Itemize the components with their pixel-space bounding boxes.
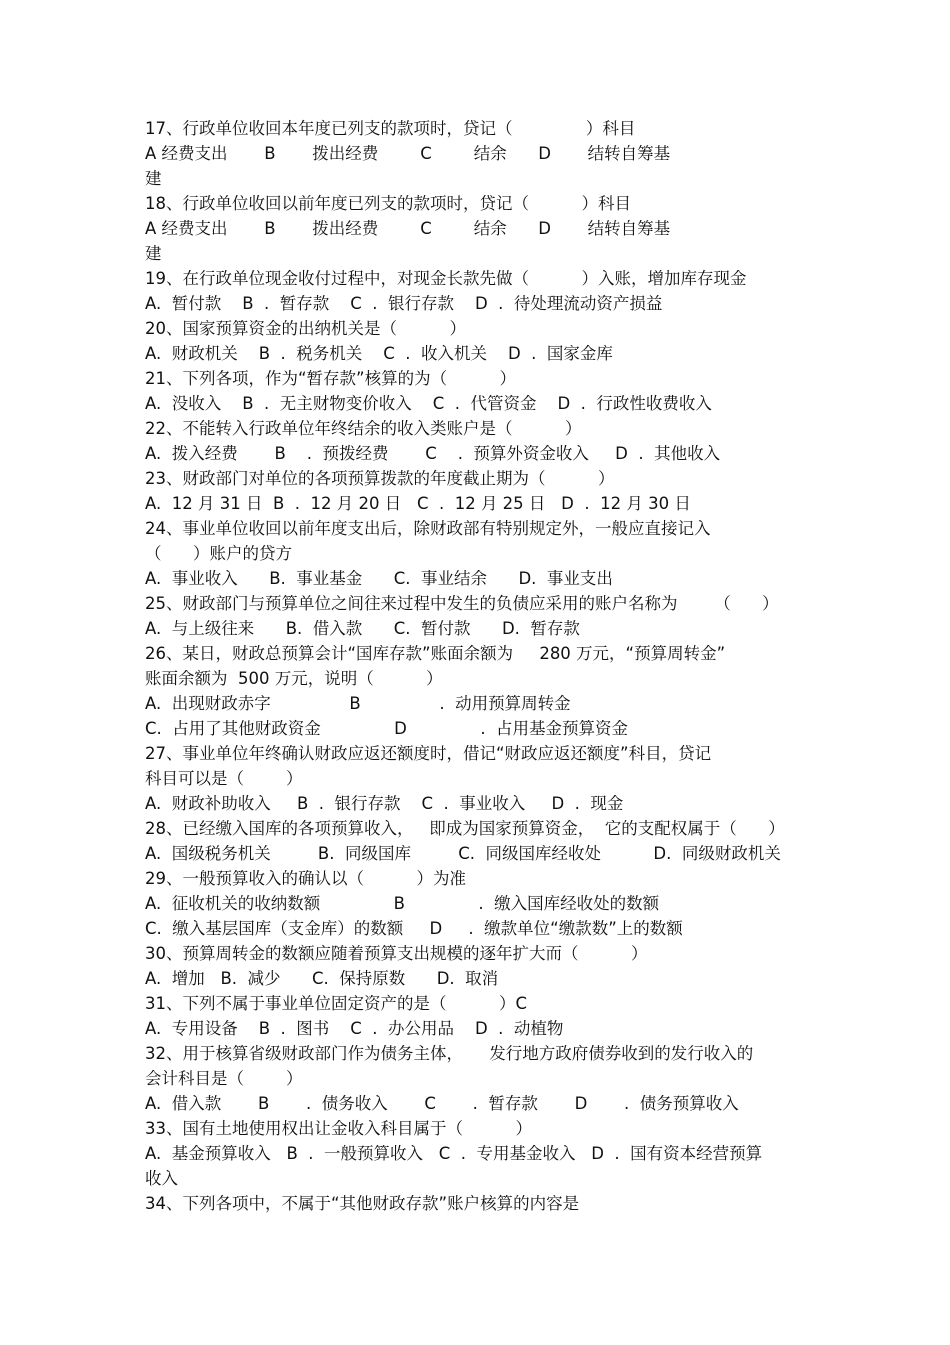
question-31-options: A. 专用设备 B . 图书 C . 办公用品 D . 动植物 bbox=[145, 1019, 564, 1038]
question-29-options-ab: A. 征收机关的收纳数额 B . 缴入国库经收处的数额 bbox=[145, 894, 660, 913]
question-18-stem: 18、行政单位收回以前年度已列支的款项时，贷记（ ）科目 bbox=[145, 194, 631, 213]
question-17-options: A 经费支出 B 拨出经费 C 结余 D 结转自筹基 bbox=[145, 144, 671, 163]
question-33-options-continued: 收入 bbox=[145, 1169, 178, 1188]
question-31-stem: 31、下列不属于事业单位固定资产的是（ ）C bbox=[145, 994, 527, 1013]
question-28-stem: 28、已经缴入国库的各项预算收入， 即成为国家预算资金， 它的支配权属于（ ） bbox=[145, 819, 785, 838]
question-21-stem: 21、下列各项，作为“暂存款”核算的为（ ） bbox=[145, 369, 517, 388]
question-17-stem: 17、行政单位收回本年度已列支的款项时，贷记（ ）科目 bbox=[145, 119, 636, 138]
question-23-stem: 23、财政部门对单位的各项预算拨款的年度截止期为（ ） bbox=[145, 469, 615, 488]
question-23-options: A. 12 月 31 日 B . 12 月 20 日 C . 12 月 25 日 D . 12 月 30 日 bbox=[145, 494, 691, 513]
question-20-options: A. 财政机关 B . 税务机关 C . 收入机关 D . 国家金库 bbox=[145, 344, 613, 363]
question-27-stem-continued: 科目可以是（ ） bbox=[145, 769, 303, 788]
question-25-stem: 25、财政部门与预算单位之间往来过程中发生的负债应采用的账户名称为 （ ） bbox=[145, 594, 779, 613]
question-18-options-continued: 建 bbox=[145, 244, 162, 263]
question-32-options: A. 借入款 B . 债务收入 C . 暂存款 D . 债务预算收入 bbox=[145, 1094, 739, 1113]
question-26-options-ab: A. 出现财政赤字 B . 动用预算周转金 bbox=[145, 694, 571, 713]
question-26-stem: 26、某日，财政总预算会计“国库存款”账面余额为 280 万元，“预算周转金” bbox=[145, 644, 726, 663]
question-32-stem-continued: 会计科目是（ ） bbox=[145, 1069, 303, 1088]
question-20-stem: 20、国家预算资金的出纳机关是（ ） bbox=[145, 319, 466, 338]
question-22-options: A. 拨入经费 B . 预拨经费 C . 预算外资金收入 D . 其他收入 bbox=[145, 444, 721, 463]
question-26-stem-continued: 账面余额为 500 万元，说明（ ） bbox=[145, 669, 443, 688]
question-22-stem: 22、不能转入行政单位年终结余的收入类账户是（ ） bbox=[145, 419, 582, 438]
question-27-options: A. 财政补助收入 B . 银行存款 C . 事业收入 D . 现金 bbox=[145, 794, 624, 813]
question-17-options-continued: 建 bbox=[145, 169, 162, 188]
question-24-stem-continued: （ ）账户的贷方 bbox=[145, 544, 292, 563]
question-34-stem: 34、下列各项中，不属于“其他财政存款”账户核算的内容是 bbox=[145, 1194, 580, 1213]
question-28-options: A. 国级税务机关 B. 同级国库 C. 同级国库经收处 D. 同级财政机关 bbox=[145, 844, 781, 863]
question-27-stem: 27、事业单位年终确认财政应返还额度时，借记“财政应返还额度”科目，贷记 bbox=[145, 744, 712, 763]
question-24-stem: 24、事业单位收回以前年度支出后，除财政部有特别规定外，一般应直接记入 bbox=[145, 519, 711, 538]
question-32-stem: 32、用于核算省级财政部门作为债务主体， 发行地方政府债券收到的发行收入的 bbox=[145, 1044, 754, 1063]
question-29-options-cd: C. 缴入基层国库（支金库）的数额 D . 缴款单位“缴款数”上的数额 bbox=[145, 919, 683, 938]
question-29-stem: 29、一般预算收入的确认以（ ）为准 bbox=[145, 869, 466, 888]
question-33-options: A. 基金预算收入 B . 一般预算收入 C . 专用基金收入 D . 国有资本经营预算 bbox=[145, 1144, 763, 1163]
question-19-options: A. 暂付款 B . 暂存款 C . 银行存款 D . 待处理流动资产损益 bbox=[145, 294, 663, 313]
question-18-options: A 经费支出 B 拨出经费 C 结余 D 结转自筹基 bbox=[145, 219, 671, 238]
question-24-options: A. 事业收入 B. 事业基金 C. 事业结余 D. 事业支出 bbox=[145, 569, 613, 588]
question-21-options: A. 没收入 B . 无主财物变价收入 C . 代管资金 D . 行政性收费收入 bbox=[145, 394, 712, 413]
question-33-stem: 33、国有土地使用权出让金收入科目属于（ ） bbox=[145, 1119, 532, 1138]
question-25-options: A. 与上级往来 B. 借入款 C. 暂付款 D. 暂存款 bbox=[145, 619, 580, 638]
question-26-options-cd: C. 占用了其他财政资金 D . 占用基金预算资金 bbox=[145, 719, 629, 738]
question-30-options: A. 增加 B. 减少 C. 保持原数 D. 取消 bbox=[145, 969, 499, 988]
question-19-stem: 19、在行政单位现金收付过程中，对现金长款先做（ ）入账，增加库存现金 bbox=[145, 269, 747, 288]
question-30-stem: 30、预算周转金的数额应随着预算支出规模的逐年扩大而（ ） bbox=[145, 944, 648, 963]
